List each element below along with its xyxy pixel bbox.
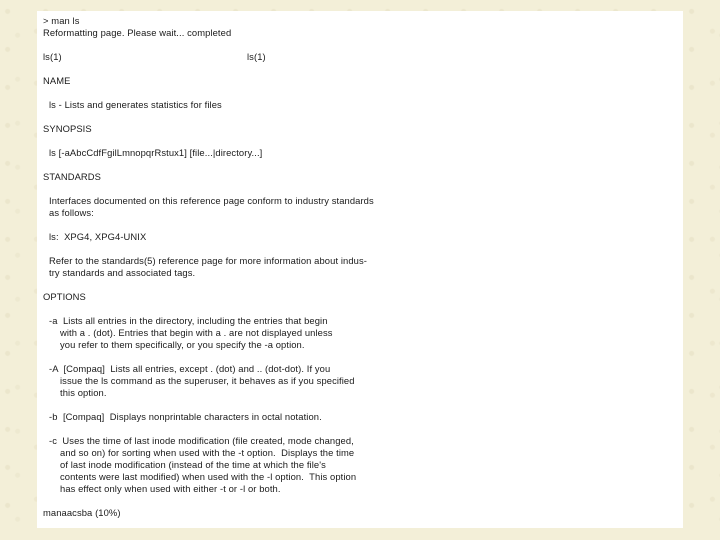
option-c-text: -c Uses the time of last inode modification (file created, mode changed, [49,435,354,446]
command-line: > man ls [43,15,80,26]
option-A-text: -A [Compaq] Lists all entries, except . (dot) and .. (dot-dot). If you [49,363,331,374]
pager-status: manaacsba (10%) [43,507,121,518]
option-c-text: of last inode modification (instead of the time at which the file's [60,459,326,470]
option-a-text: -a Lists all entries in the directory, including the entries that begin [49,315,328,326]
man-header-left: ls(1) [43,51,62,62]
standards-text: Refer to the standards(5) reference page for more information about indus- [49,255,367,266]
man-header-right: ls(1) [247,51,266,62]
option-c-text: and so on) for sorting when used with the -t option. Displays the time [60,447,355,458]
option-c-text: contents were last modified) when used with the -l option. This option [60,471,357,482]
option-A-text: issue the ls command as the superuser, it behaves as if you specified [60,375,355,386]
option-A-text: this option. [60,387,107,398]
option-b-text: -b [Compaq] Displays nonprintable characters in octal notation. [49,411,322,422]
name-text: ls - Lists and generates statistics for files [49,99,222,110]
option-c-text: has effect only when used with either -t or -l or both. [60,483,281,494]
section-heading-name: NAME [43,75,71,86]
terminal-window[interactable] [37,11,683,528]
section-heading-standards: STANDARDS [43,171,102,182]
status-line: Reformatting page. Please wait... completed [43,27,232,38]
section-heading-synopsis: SYNOPSIS [43,123,92,134]
section-heading-options: OPTIONS [43,291,86,302]
standards-text: try standards and associated tags. [49,267,196,278]
standards-text: as follows: [49,207,94,218]
synopsis-text: ls [-aAbcCdfFgilLmnopqrRstux1] [file...|directory...] [49,147,263,158]
standards-text: Interfaces documented on this reference page conform to industry standards [49,195,374,206]
option-a-text: you refer to them specifically, or you specify the -a option. [60,339,305,350]
standards-text: ls: XPG4, XPG4-UNIX [49,231,147,242]
option-a-text: with a . (dot). Entries that begin with a . are not displayed unless [60,327,333,338]
